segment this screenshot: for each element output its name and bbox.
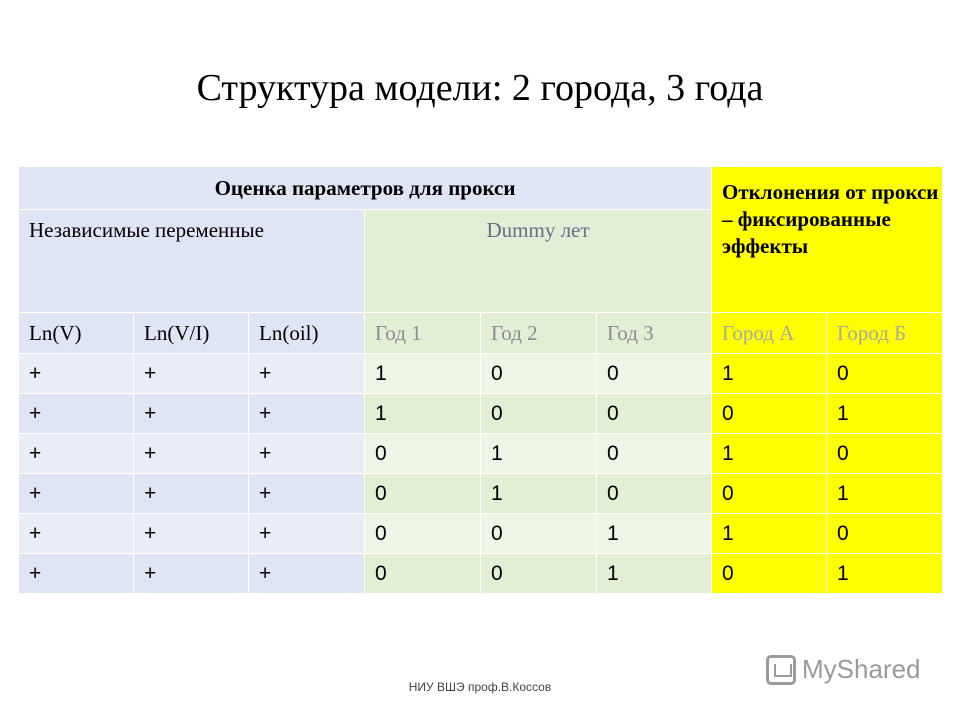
table-cell: + — [249, 394, 365, 434]
table-row — [19, 434, 943, 474]
column-header: Ln(oil) — [249, 313, 365, 354]
table-cell: 1 — [827, 554, 943, 594]
table-cell: 1 — [597, 554, 712, 594]
column-header: Год 2 — [481, 313, 597, 354]
table-cell: 0 — [481, 394, 597, 434]
column-header: Год 3 — [597, 313, 712, 354]
column-header: Ln(V/I) — [134, 313, 249, 354]
slide-footer: НИУ ВШЭ проф.В.Коссов — [408, 680, 552, 694]
table-cell: 1 — [597, 514, 712, 554]
table-cell: 1 — [481, 434, 597, 474]
table-cell: + — [249, 554, 365, 594]
table-cell: + — [249, 514, 365, 554]
header-independent-vars: Независимые переменные — [19, 210, 365, 313]
table-cell: 0 — [597, 474, 712, 514]
table-cell: + — [134, 434, 249, 474]
table-cell: 1 — [827, 394, 943, 434]
table-cell: 1 — [365, 354, 481, 394]
table-cell: 1 — [712, 514, 827, 554]
header-proxy-params: Оценка параметров для прокси — [19, 167, 712, 210]
table-cell: + — [249, 474, 365, 514]
table-cell: + — [19, 394, 134, 434]
table-cell: 0 — [597, 434, 712, 474]
table-cell: 1 — [481, 474, 597, 514]
table-cell: 0 — [712, 554, 827, 594]
table-row — [19, 554, 943, 594]
table-cell: 0 — [827, 514, 943, 554]
table-cell: 1 — [365, 394, 481, 434]
slide-title: Структура модели: 2 города, 3 года — [196, 67, 764, 109]
table-cell: 0 — [365, 514, 481, 554]
column-header: Город Б — [827, 313, 943, 354]
watermark-text: MyShared — [802, 654, 921, 684]
model-structure-table — [18, 166, 943, 594]
table-row — [19, 474, 943, 514]
table-cell: + — [249, 434, 365, 474]
table-cell: + — [134, 354, 249, 394]
table-cell: + — [19, 354, 134, 394]
table-cell: + — [19, 514, 134, 554]
table-cell: 1 — [712, 434, 827, 474]
column-header: Город А — [712, 313, 827, 354]
table-cell: 0 — [597, 354, 712, 394]
table-cell: 0 — [365, 554, 481, 594]
table-cell: + — [249, 354, 365, 394]
table-cell: 0 — [365, 474, 481, 514]
table-cell: + — [19, 554, 134, 594]
table-cell: 0 — [365, 434, 481, 474]
table-cell: + — [134, 474, 249, 514]
table-cell: 0 — [827, 434, 943, 474]
table-cell: 0 — [827, 354, 943, 394]
column-header: Год 1 — [365, 313, 481, 354]
table-cell: 1 — [827, 474, 943, 514]
column-header-row — [19, 313, 943, 354]
table-cell: 0 — [481, 514, 597, 554]
table-cell: + — [19, 474, 134, 514]
table-cell: 0 — [712, 394, 827, 434]
header-dummy-years: Dummy лет — [365, 210, 712, 313]
column-header: Ln(V) — [19, 313, 134, 354]
table-cell: + — [134, 394, 249, 434]
table-cell: + — [19, 434, 134, 474]
table-cell: 1 — [712, 354, 827, 394]
table-cell: 0 — [481, 554, 597, 594]
table-row — [19, 514, 943, 554]
table-row — [19, 394, 943, 434]
table-row — [19, 354, 943, 394]
header-deviations: Отклонения от прокси – фиксированные эффекты — [712, 167, 943, 313]
table-cell: 0 — [481, 354, 597, 394]
table-cell: 0 — [712, 474, 827, 514]
table-cell: + — [134, 554, 249, 594]
table-cell: 0 — [597, 394, 712, 434]
table-cell: + — [134, 514, 249, 554]
